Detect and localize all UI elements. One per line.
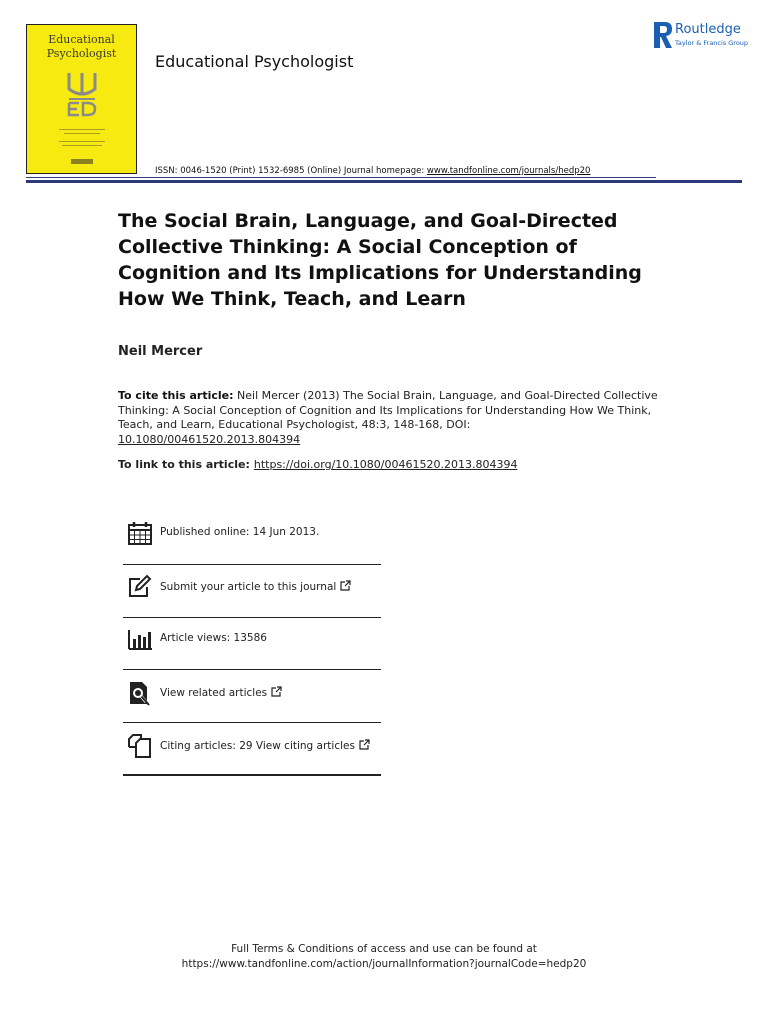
cover-line	[59, 129, 105, 130]
citation-text: Neil Mercer (2013) The Social Brain, Language, and Goal-Directed Collective Thinking: A Social Conception of Cognition and Its Implications for Understanding How We Think, Teach, and Learn, Educational Psychologist, 48:3, 148-168, DOI:	[118, 389, 658, 431]
cover-title-line2: Psychologist	[46, 47, 117, 60]
published-online-item	[123, 516, 381, 556]
journal-homepage-link[interactable]: www.tandfonline.com/journals/hedp20	[426, 166, 591, 176]
publisher-name: Routledge	[675, 22, 741, 37]
footer-terms-link[interactable]: https://www.tandfonline.com/action/journalInformation?journalCode=hedp20	[181, 958, 587, 970]
search-document-icon	[127, 680, 153, 706]
cover-title	[27, 33, 136, 61]
calendar-icon	[127, 520, 153, 546]
article-link-label: To link to this article:	[118, 458, 250, 471]
submit-article-item[interactable]	[123, 570, 381, 610]
header-rule	[26, 180, 742, 183]
edit-icon	[127, 574, 153, 600]
article-views-item	[123, 622, 381, 662]
info-divider	[123, 722, 381, 723]
journal-name[interactable]: Educational Psychologist	[155, 52, 354, 71]
cover-publisher-mark	[71, 159, 93, 164]
journal-cover	[26, 24, 137, 174]
publisher-subtitle: Taylor & Francis Group	[675, 39, 749, 47]
citation-block	[118, 389, 678, 447]
submit-article-text: Submit your article to this journal	[160, 581, 337, 593]
submit-article-link[interactable]	[160, 580, 351, 593]
related-articles-text: View related articles	[160, 687, 268, 699]
article-doi-link[interactable]: https://doi.org/10.1080/00461520.2013.804394	[253, 458, 518, 471]
info-divider	[123, 617, 381, 618]
info-divider	[123, 564, 381, 565]
bar-chart-icon	[127, 626, 153, 652]
cover-line	[64, 133, 100, 134]
article-link-line	[118, 458, 517, 471]
published-online-text: Published online: 14 Jun 2013.	[160, 526, 320, 538]
journal-logo-icon	[65, 69, 99, 119]
citation-doi-link[interactable]: 10.1080/00461520.2013.804394	[118, 432, 301, 446]
footer-terms	[0, 942, 768, 972]
related-articles-item[interactable]	[123, 676, 381, 716]
citing-articles-item[interactable]	[123, 729, 381, 769]
external-link-icon	[340, 580, 351, 591]
external-link-icon	[359, 739, 370, 750]
cover-title-line1: Educational	[48, 33, 115, 46]
cover-line	[59, 141, 105, 142]
info-divider	[123, 669, 381, 670]
article-title: The Social Brain, Language, and Goal-Directed Collective Thinking: A Social Conception of Cognition and Its Implications for Understanding How We Think, Teach, and Learn	[118, 210, 642, 310]
article-views-text: Article views: 13586	[160, 632, 267, 644]
cover-line	[62, 145, 102, 146]
header-rule-thin	[26, 177, 656, 178]
related-articles-link[interactable]	[160, 686, 282, 699]
issn-text: ISSN: 0046-1520 (Print) 1532-6985 (Online) Journal homepage:	[155, 166, 427, 176]
citing-articles-link[interactable]	[160, 739, 370, 752]
citation-label: To cite this article:	[118, 389, 234, 402]
citing-documents-icon	[127, 733, 153, 759]
routledge-r-icon	[654, 22, 672, 48]
article-author: Neil Mercer	[118, 344, 203, 359]
issn-line	[155, 166, 590, 176]
footer-line1: Full Terms & Conditions of access and use can be found at	[231, 943, 537, 955]
info-divider-bottom	[123, 774, 381, 776]
citing-articles-text: Citing articles: 29 View citing articles	[160, 740, 355, 752]
external-link-icon	[271, 686, 282, 697]
